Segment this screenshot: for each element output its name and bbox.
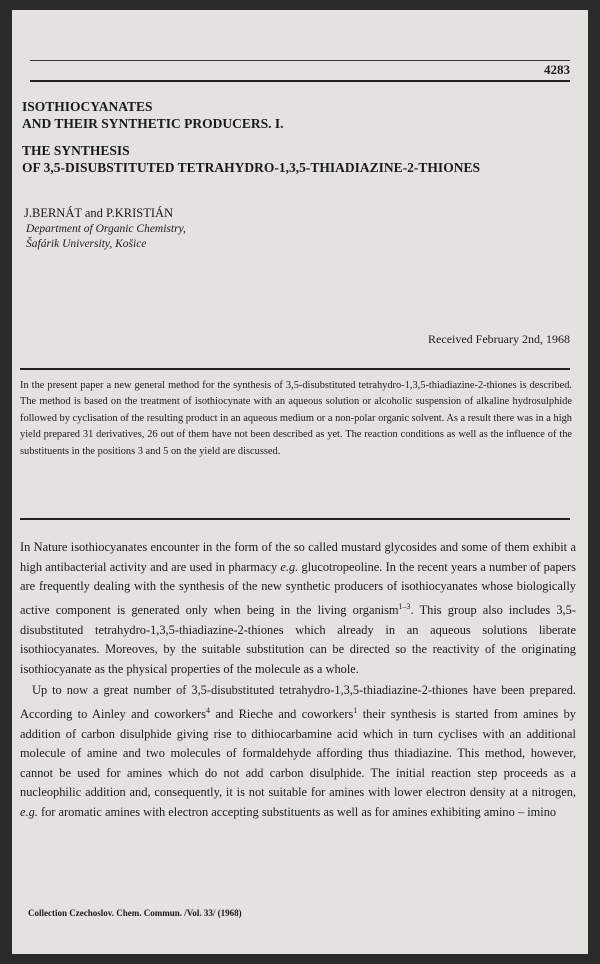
text-run: and Rieche and coworkers: [210, 707, 354, 721]
text-run-italic: e.g.: [20, 804, 38, 819]
affiliation: [26, 222, 186, 252]
citation-ref: 4: [206, 705, 210, 715]
journal-page: [12, 10, 588, 954]
text-run-italic: e.g.: [280, 559, 299, 574]
citation-ref: 1–3: [398, 601, 411, 611]
abstract: In the present paper a new general method for the synthesis of 3,5-disubstituted tetrahydro-1,3,5-thiadiazine-2-thiones is described. The method is based on the treatment of isothiocynate with an aqueous solution or alcoholic suspension of alkaline hydrosulphide followed by cyclisation of the resulting product in an aqueous medium or a non-polar organic solvent. As a result there was in a high yield prepared 31 derivatives, 26 out of them have not been described as yet. The reaction conditions as well as the influence of the substituents in the positions 3 and 5 on the yield are discussed.: [20, 380, 572, 457]
article-title: [22, 98, 582, 176]
affiliation-line: Šafárik University, Košice: [26, 238, 147, 250]
citation-ref: 1: [353, 705, 358, 715]
footer-citation: Collection Czechoslov. Chem. Commun. /Vol. 33/ (1968): [28, 908, 242, 918]
paragraph-2: [20, 681, 576, 822]
title-line: THE SYNTHESIS: [22, 143, 130, 158]
text-run: for aromatic amines with electron accepting substituents as well as for amines exhibiting amino – imino: [37, 804, 557, 819]
received-date: Received February 2nd, 1968: [428, 332, 570, 346]
text-run: their synthesis is started from amines by addition of carbon disulphide giving rise to dithiocarbamine acid which in turn cyclises with an additional molecule of amine and two molecules of formaldehyde affording thus thiadiazine. This method, however, cannot be used for amines which do not add carbon disulphide. The initial reaction step proceeds as a nucleophilic addition and, consequently, it is not suitable for amines with lower electron density at a nitrogen,: [20, 707, 576, 800]
top-thin-rule: [30, 60, 570, 61]
text-run: glucotropeoline. In the recent years a number of papers are frequently dealing with the synthesis of the new synthetic producers of isothiocyanates whose biologically active component is generated only when being in the living organism: [20, 559, 576, 617]
title-line: AND THEIR SYNTHETIC PRODUCERS. I.: [22, 116, 284, 131]
page-number: 4283: [544, 62, 570, 77]
abstract-bottom-rule: [20, 518, 570, 520]
body-text: [20, 538, 576, 823]
affiliation-line: Department of Organic Chemistry,: [26, 223, 186, 235]
text-run: In Nature isothiocyanates encounter in the form of the so called mustard glycosides and some of them exhibit a high antibacterial activity and are used in pharmacy: [20, 540, 576, 574]
title-line: OF 3,5-DISUBSTITUTED TETRAHYDRO-1,3,5-THIADIAZINE-2-THIONES: [22, 160, 480, 175]
header-rule: [30, 80, 570, 82]
text-run: Up to now a great number of 3,5-disubstituted tetrahydro-1,3,5-thiadiazine-2-thiones have been prepared. According to Ainley and coworkers: [20, 683, 576, 721]
authors: J.BERNÁT and P.KRISTIÁN: [24, 206, 174, 220]
title-line: ISOTHIOCYANATES: [22, 99, 153, 114]
text-run: . This group also includes 3,5-disubstituted tetrahydro-1,3,5-thiadiazine-2-thiones which already in an aqueous solutions liberate isothiocyanates. Moreoves, by the suitable substitution can be directed so the reactivity of the originating isothiocyanate as the physical properties of the molecule as a whole.: [20, 602, 576, 676]
paragraph-1: [20, 538, 576, 679]
abstract-top-rule: [20, 368, 570, 370]
